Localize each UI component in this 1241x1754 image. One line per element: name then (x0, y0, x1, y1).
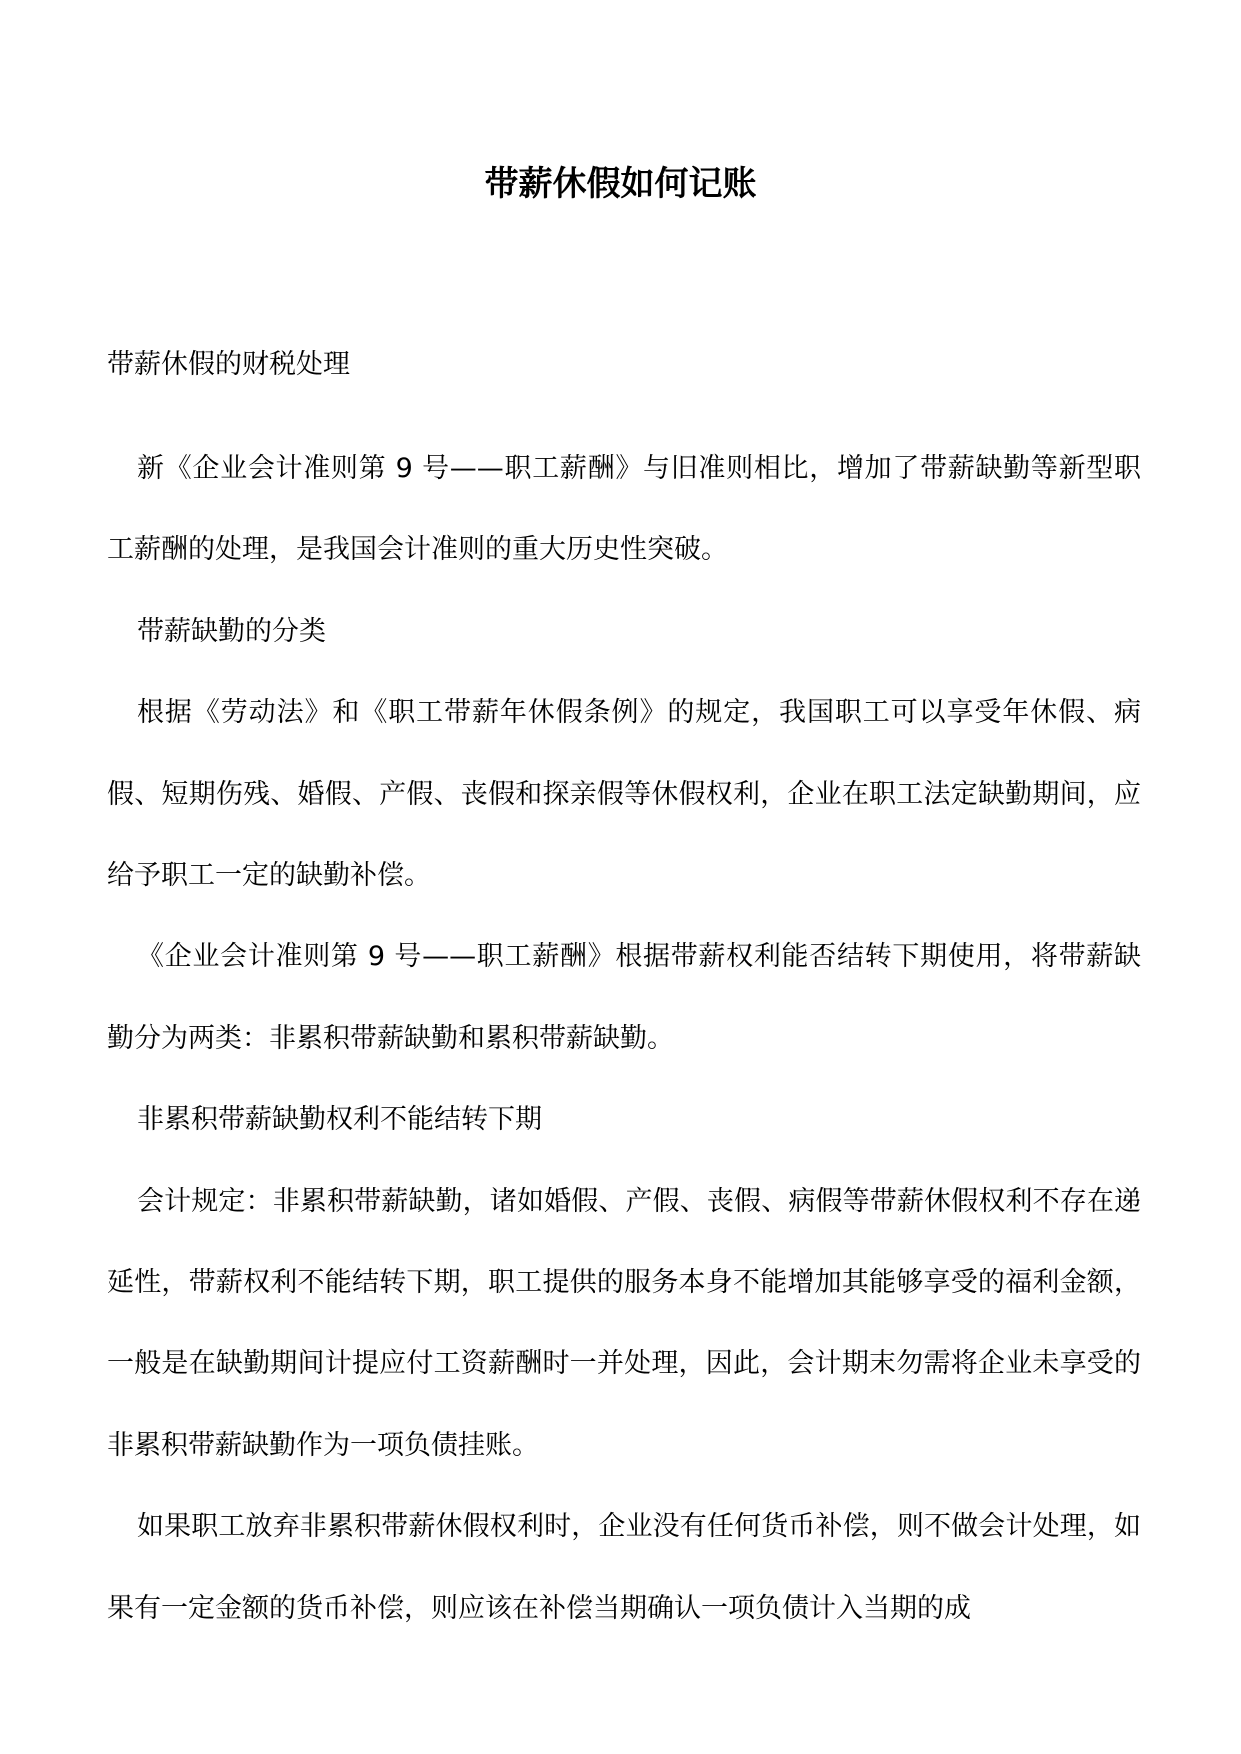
paragraph: 新《企业会计准则第 9 号——职工薪酬》与旧准则相比，增加了带薪缺勤等新型职工薪酬的处理，是我国会计准则的重大历史性突破。 (107, 453, 1141, 566)
paragraph: 根据《劳动法》和《职工带薪年休假条例》的规定，我国职工可以享受年休假、病假、短期伤残、婚假、产假、丧假和探亲假等休假权利，企业在职工法定缺勤期间，应给予职工一定的缺勤补偿。 (107, 697, 1141, 892)
paragraph: 如果职工放弃非累积带薪休假权利时，企业没有任何货币补偿，则不做会计处理，如果有一定金额的货币补偿，则应该在补偿当期确认一项负债计入当期的成 (107, 1511, 1141, 1624)
section-heading: 带薪休假的财税处理 (107, 349, 350, 380)
document-title: 带薪休假如何记账 (484, 164, 757, 204)
paragraph: 《企业会计准则第 9 号——职工薪酬》根据带薪权利能否结转下期使用，将带薪缺勤分为两类：非累积带薪缺勤和累积带薪缺勤。 (107, 941, 1141, 1054)
paragraph: 会计规定：非累积带薪缺勤，诸如婚假、产假、丧假、病假等带薪休假权利不存在递延性，带薪权利不能结转下期，职工提供的服务本身不能增加其能够享受的福利金额，一般是在缺勤期间计提应付工资薪酬时一并处理，因此，会计期末勿需将企业未享受的非累积带薪缺勤作为一项负债挂账。 (107, 1185, 1141, 1461)
paragraph: 非累积带薪缺勤权利不能结转下期 (137, 1104, 542, 1136)
document-body (107, 428, 1141, 1649)
paragraph: 带薪缺勤的分类 (137, 615, 326, 647)
